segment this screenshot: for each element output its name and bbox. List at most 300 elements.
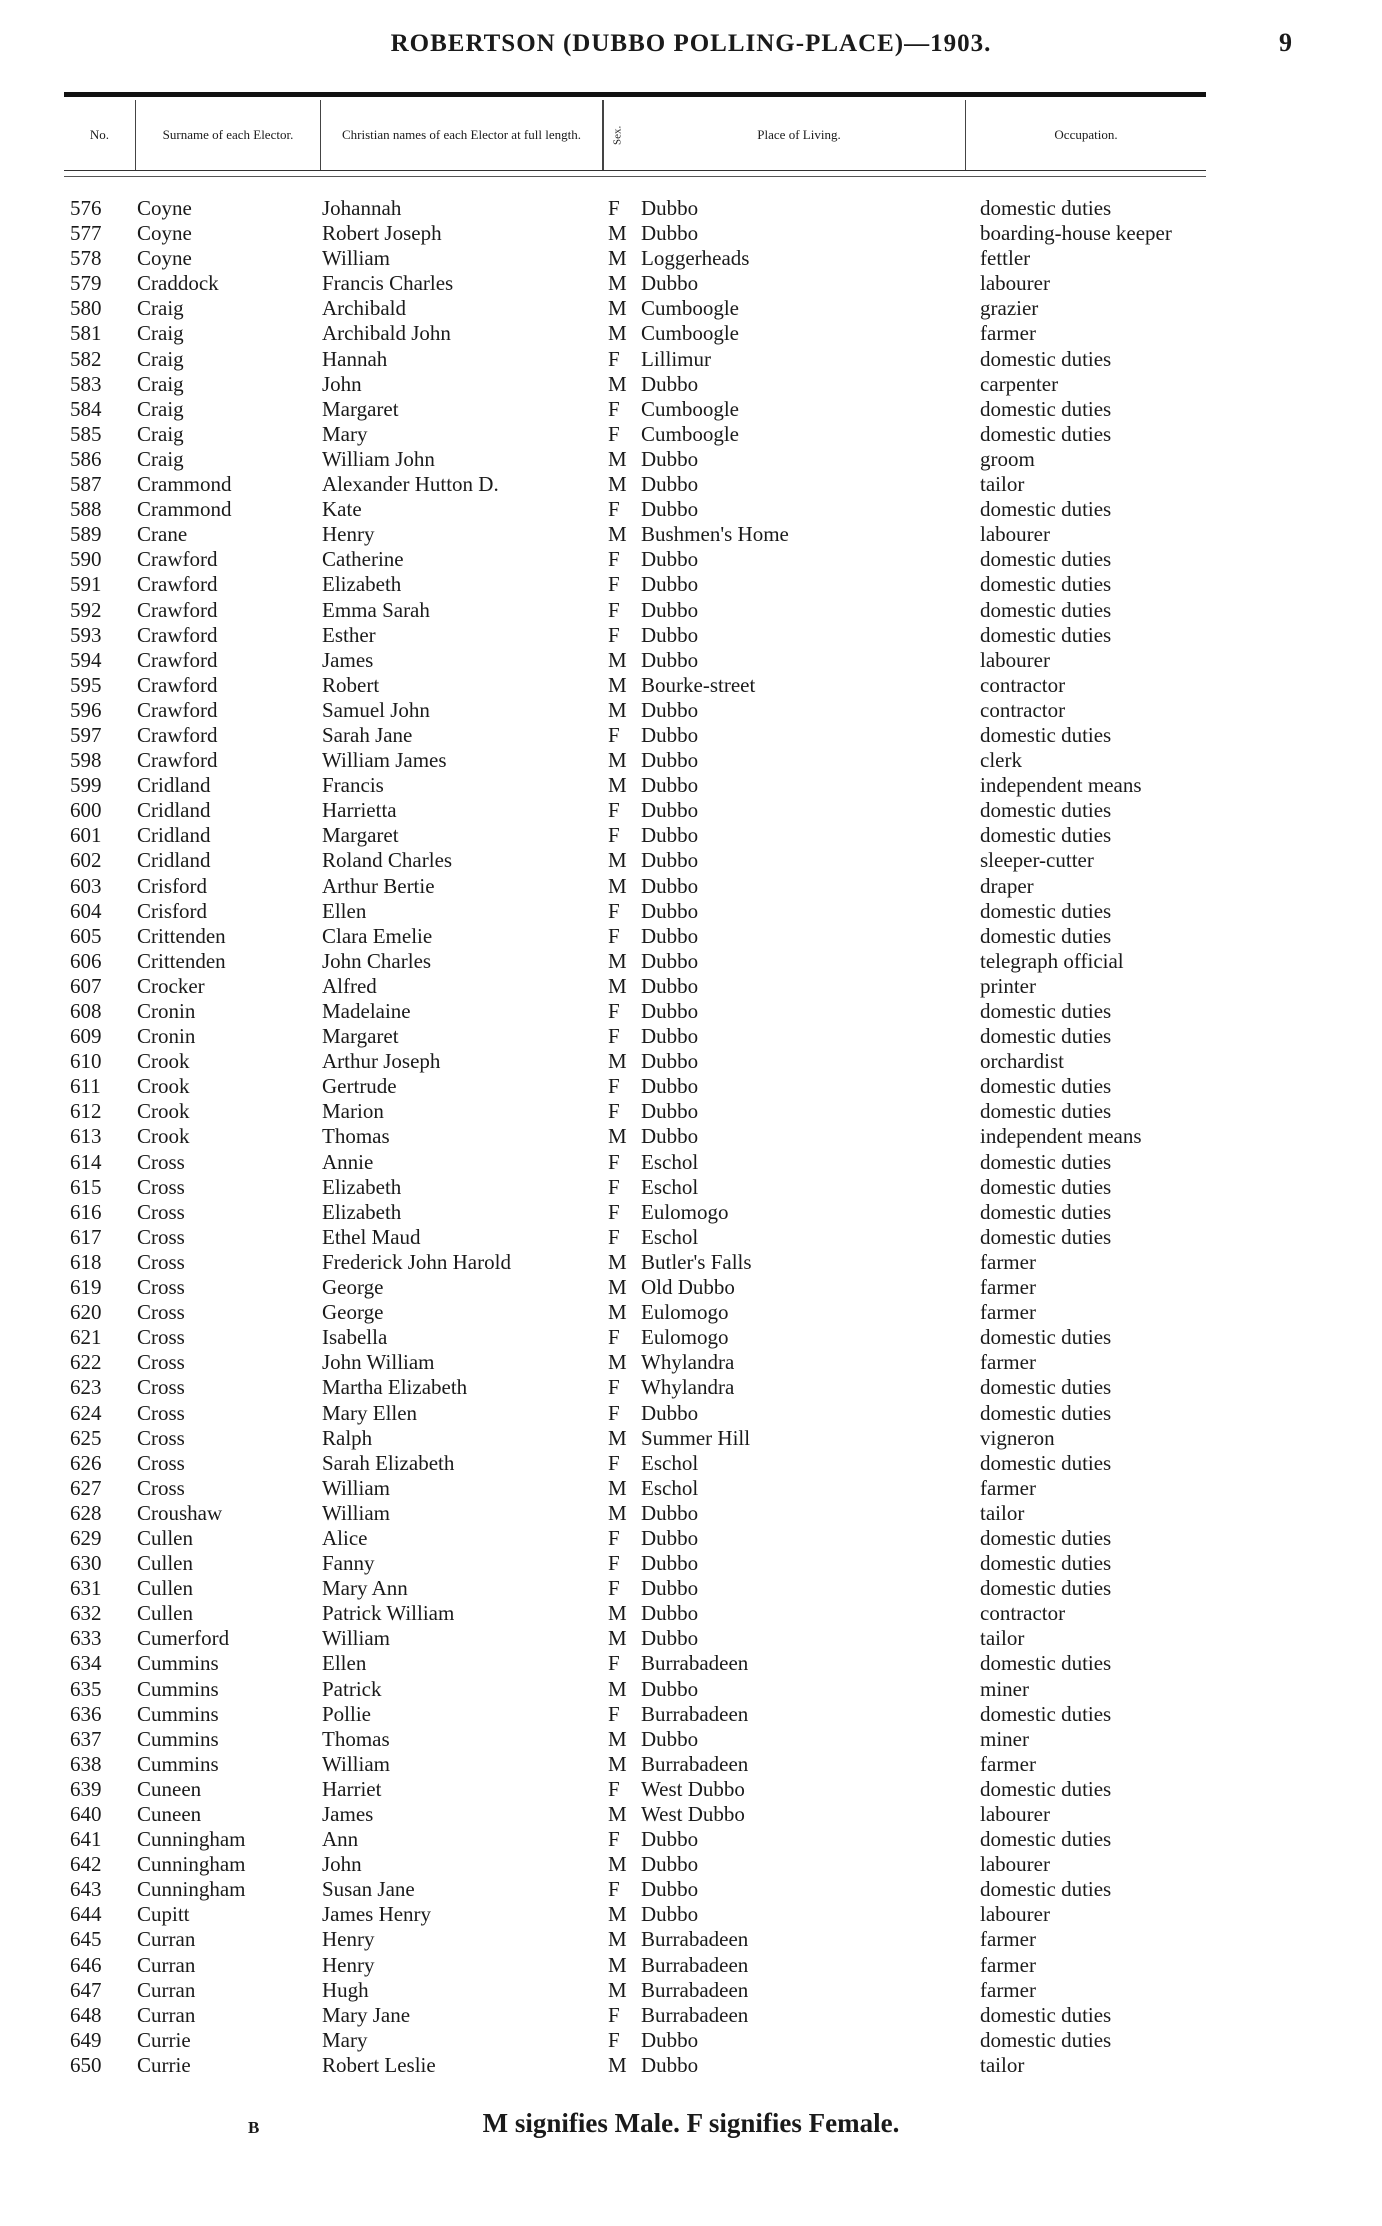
elector-sex: M	[608, 1049, 627, 1074]
elector-occupation: labourer	[980, 647, 1050, 672]
elector-sex: M	[608, 1300, 627, 1325]
elector-number: 621	[70, 1325, 102, 1350]
elector-sex: F	[608, 421, 620, 446]
elector-place-of-living: Burrabadeen	[641, 2002, 749, 2027]
elector-place-of-living: Dubbo	[641, 1124, 699, 1149]
elector-row	[0, 2028, 1382, 2053]
elector-sex: M	[608, 2052, 627, 2077]
elector-christian-names: Ellen	[322, 898, 367, 923]
elector-occupation: domestic duties	[980, 1450, 1112, 1475]
elector-sex: M	[608, 873, 627, 898]
elector-row	[0, 1325, 1382, 1350]
elector-surname: Cummins	[137, 1651, 219, 1676]
elector-christian-names: Arthur Joseph	[322, 1049, 441, 1074]
elector-sex: M	[608, 472, 627, 497]
elector-row	[0, 748, 1382, 773]
elector-sex: M	[608, 773, 627, 798]
elector-place-of-living: Dubbo	[641, 1525, 699, 1550]
elector-occupation: domestic duties	[980, 1877, 1112, 1902]
elector-sex: M	[608, 1475, 627, 1500]
elector-number: 593	[70, 622, 102, 647]
elector-place-of-living: Dubbo	[641, 873, 699, 898]
elector-row	[0, 773, 1382, 798]
elector-sex: M	[608, 1802, 627, 1826]
elector-occupation: domestic duties	[980, 1074, 1112, 1099]
elector-row	[0, 497, 1382, 522]
elector-place-of-living: Eschol	[641, 1224, 699, 1249]
elector-surname: Crawford	[137, 672, 218, 697]
elector-occupation: domestic duties	[980, 999, 1112, 1023]
elector-number: 632	[70, 1601, 102, 1626]
elector-surname: Crittenden	[137, 923, 226, 948]
elector-occupation: domestic duties	[980, 722, 1112, 747]
elector-christian-names: Francis	[322, 773, 384, 798]
elector-place-of-living: Dubbo	[641, 823, 699, 848]
elector-surname: Coyne	[137, 246, 192, 271]
elector-surname: Cullen	[137, 1551, 193, 1576]
elector-number: 604	[70, 898, 102, 923]
elector-occupation: farmer	[980, 1952, 1036, 1977]
elector-number: 578	[70, 246, 102, 271]
elector-surname: Cross	[137, 1224, 185, 1249]
elector-row	[0, 1953, 1382, 1978]
elector-surname: Crammond	[137, 497, 232, 522]
elector-number: 603	[70, 873, 102, 898]
elector-surname: Cross	[137, 1475, 185, 1500]
elector-surname: Cross	[137, 1199, 185, 1224]
elector-sex: M	[608, 1249, 627, 1274]
elector-surname: Crook	[137, 1049, 190, 1074]
elector-surname: Cronin	[137, 999, 196, 1023]
elector-christian-names: Robert Joseph	[322, 221, 442, 246]
elector-occupation: boarding-house keeper	[980, 221, 1172, 246]
elector-row	[0, 1350, 1382, 1375]
elector-christian-names: Roland Charles	[322, 848, 453, 873]
elector-occupation: independent means	[980, 773, 1142, 798]
elector-surname: Crittenden	[137, 948, 226, 973]
elector-number: 637	[70, 1726, 102, 1751]
elector-occupation: grazier	[980, 296, 1039, 321]
elector-occupation: domestic duties	[980, 2027, 1112, 2052]
elector-sex: M	[608, 271, 627, 296]
elector-row	[0, 899, 1382, 924]
elector-number: 610	[70, 1049, 102, 1074]
elector-christian-names: Robert	[322, 672, 380, 697]
elector-occupation: clerk	[980, 748, 1022, 773]
elector-row	[0, 347, 1382, 372]
elector-number: 615	[70, 1174, 102, 1199]
elector-surname: Cross	[137, 1425, 185, 1450]
elector-row	[0, 271, 1382, 296]
elector-place-of-living: Cumboogle	[641, 296, 739, 321]
elector-surname: Curran	[137, 1977, 196, 2002]
elector-place-of-living: Burrabadeen	[641, 1977, 749, 2002]
elector-sex: M	[608, 948, 627, 973]
elector-sex: F	[608, 1099, 620, 1124]
elector-sex: F	[608, 1149, 620, 1174]
elector-sex: F	[608, 1525, 620, 1550]
elector-surname: Crocker	[137, 973, 205, 998]
elector-christian-names: Hugh	[322, 1977, 369, 2002]
elector-place-of-living: West Dubbo	[641, 1802, 745, 1826]
elector-christian-names: William	[322, 1751, 390, 1776]
elector-occupation: printer	[980, 973, 1036, 998]
page-title: ROBERTSON (DUBBO POLLING-PLACE)—1903.	[390, 30, 992, 57]
elector-sex: M	[608, 1124, 627, 1149]
elector-place-of-living: Lillimur	[641, 346, 711, 371]
elector-christian-names: Francis Charles	[322, 271, 454, 296]
elector-occupation: tailor	[980, 1626, 1025, 1651]
elector-occupation: vigneron	[980, 1425, 1055, 1450]
elector-surname: Crawford	[137, 547, 218, 572]
elector-occupation: domestic duties	[980, 1024, 1112, 1049]
elector-occupation: labourer	[980, 522, 1050, 547]
elector-surname: Cummins	[137, 1676, 219, 1701]
elector-occupation: orchardist	[980, 1049, 1064, 1074]
elector-sex: F	[608, 196, 620, 220]
elector-sex: F	[608, 1224, 620, 1249]
elector-christian-names: John	[322, 1852, 362, 1877]
elector-row	[0, 1300, 1382, 1325]
elector-row	[0, 1225, 1382, 1250]
elector-occupation: carpenter	[980, 371, 1059, 396]
elector-place-of-living: Dubbo	[641, 773, 699, 798]
elector-occupation: farmer	[980, 1275, 1036, 1300]
elector-place-of-living: Dubbo	[641, 371, 699, 396]
elector-sex: M	[608, 973, 627, 998]
elector-surname: Cross	[137, 1350, 185, 1375]
elector-number: 633	[70, 1626, 102, 1651]
elector-sex: M	[608, 371, 627, 396]
elector-list	[0, 196, 1382, 2078]
elector-surname: Cross	[137, 1450, 185, 1475]
elector-row	[0, 1702, 1382, 1727]
elector-number: 577	[70, 221, 102, 246]
elector-place-of-living: Eschol	[641, 1450, 699, 1475]
elector-surname: Crawford	[137, 748, 218, 773]
elector-christian-names: Clara Emelie	[322, 923, 433, 948]
elector-christian-names: Margaret	[322, 823, 399, 848]
elector-surname: Craig	[137, 371, 184, 396]
elector-christian-names: Kate	[322, 497, 362, 522]
elector-number: 614	[70, 1149, 102, 1174]
elector-christian-names: Thomas	[322, 1124, 390, 1149]
elector-christian-names: George	[322, 1275, 384, 1300]
elector-surname: Cunningham	[137, 1877, 246, 1902]
elector-sex: F	[608, 1400, 620, 1425]
elector-occupation: tailor	[980, 1500, 1025, 1525]
elector-surname: Cross	[137, 1249, 185, 1274]
elector-number: 647	[70, 1977, 102, 2002]
elector-sex: M	[608, 848, 627, 873]
elector-surname: Cumerford	[137, 1626, 230, 1651]
elector-sex: M	[608, 296, 627, 321]
elector-number: 596	[70, 697, 102, 722]
elector-number: 639	[70, 1776, 102, 1801]
elector-number: 640	[70, 1802, 102, 1826]
elector-sex: M	[608, 221, 627, 246]
elector-surname: Crawford	[137, 722, 218, 747]
elector-row	[0, 1852, 1382, 1877]
elector-occupation: domestic duties	[980, 898, 1112, 923]
elector-sex: F	[608, 1174, 620, 1199]
elector-christian-names: Ethel Maud	[322, 1224, 421, 1249]
col-header-occupation: Occupation.	[1054, 127, 1118, 143]
elector-place-of-living: Dubbo	[641, 973, 699, 998]
elector-row	[0, 798, 1382, 823]
elector-number: 644	[70, 1902, 102, 1927]
elector-surname: Cullen	[137, 1576, 193, 1601]
elector-row	[0, 547, 1382, 572]
elector-surname: Craig	[137, 421, 184, 446]
elector-row	[0, 1877, 1382, 1902]
elector-occupation: domestic duties	[980, 1325, 1112, 1350]
elector-christian-names: Harrietta	[322, 798, 397, 823]
elector-row	[0, 874, 1382, 899]
elector-number: 638	[70, 1751, 102, 1776]
elector-occupation: domestic duties	[980, 1651, 1112, 1676]
elector-number: 612	[70, 1099, 102, 1124]
elector-surname: Crawford	[137, 697, 218, 722]
elector-christian-names: Patrick William	[322, 1601, 455, 1626]
elector-number: 579	[70, 271, 102, 296]
elector-sex: M	[608, 246, 627, 271]
elector-christian-names: Alexander Hutton D.	[322, 472, 499, 497]
elector-number: 645	[70, 1927, 102, 1952]
elector-number: 598	[70, 748, 102, 773]
elector-number: 635	[70, 1676, 102, 1701]
elector-place-of-living: Dubbo	[641, 1676, 699, 1701]
elector-christian-names: James	[322, 1802, 374, 1826]
elector-occupation: domestic duties	[980, 597, 1112, 622]
elector-row	[0, 372, 1382, 397]
elector-sex: M	[608, 522, 627, 547]
elector-sex: M	[608, 1902, 627, 1927]
elector-occupation: labourer	[980, 1852, 1050, 1877]
elector-occupation: farmer	[980, 1249, 1036, 1274]
elector-sex: M	[608, 1500, 627, 1525]
elector-place-of-living: Dubbo	[641, 1827, 699, 1852]
elector-christian-names: Robert Leslie	[322, 2052, 436, 2077]
elector-sex: F	[608, 898, 620, 923]
elector-row	[0, 522, 1382, 547]
elector-sex: M	[608, 697, 627, 722]
elector-row	[0, 698, 1382, 723]
elector-occupation: labourer	[980, 1802, 1050, 1826]
col-header-place: Place of Living.	[633, 100, 966, 170]
elector-place-of-living: Dubbo	[641, 497, 699, 522]
elector-christian-names: Hannah	[322, 346, 388, 371]
elector-row	[0, 1576, 1382, 1601]
elector-sex: M	[608, 1927, 627, 1952]
elector-row	[0, 246, 1382, 271]
elector-sex: F	[608, 1827, 620, 1852]
elector-number: 587	[70, 472, 102, 497]
elector-number: 636	[70, 1701, 102, 1726]
elector-sex: M	[608, 1601, 627, 1626]
elector-row	[0, 723, 1382, 748]
elector-occupation: farmer	[980, 1751, 1036, 1776]
elector-occupation: domestic duties	[980, 1576, 1112, 1601]
elector-christian-names: Mary Ellen	[322, 1400, 418, 1425]
elector-row	[0, 1250, 1382, 1275]
elector-sex: F	[608, 1701, 620, 1726]
header-bottom-rule	[64, 176, 1206, 177]
elector-christian-names: Elizabeth	[322, 572, 402, 597]
elector-row	[0, 1275, 1382, 1300]
elector-occupation: domestic duties	[980, 823, 1112, 848]
elector-row	[0, 924, 1382, 949]
elector-place-of-living: Eschol	[641, 1149, 699, 1174]
elector-row	[0, 221, 1382, 246]
elector-christian-names: Johannah	[322, 196, 402, 220]
elector-place-of-living: Dubbo	[641, 221, 699, 246]
elector-place-of-living: Cumboogle	[641, 421, 739, 446]
elector-sex: M	[608, 1952, 627, 1977]
elector-place-of-living: Dubbo	[641, 2027, 699, 2052]
elector-place-of-living: Dubbo	[641, 898, 699, 923]
elector-sex: F	[608, 1776, 620, 1801]
elector-surname: Craig	[137, 321, 184, 346]
elector-place-of-living: Dubbo	[641, 1049, 699, 1074]
elector-number: 626	[70, 1450, 102, 1475]
elector-surname: Cridland	[137, 848, 211, 873]
elector-sex: F	[608, 999, 620, 1023]
elector-occupation: farmer	[980, 1927, 1036, 1952]
elector-occupation: labourer	[980, 1902, 1050, 1927]
col-header-no: No.	[64, 100, 136, 170]
elector-number: 602	[70, 848, 102, 873]
elector-number: 623	[70, 1375, 102, 1400]
elector-surname: Curran	[137, 1927, 196, 1952]
elector-row	[0, 1375, 1382, 1400]
elector-place-of-living: Dubbo	[641, 848, 699, 873]
elector-occupation: contractor	[980, 1601, 1066, 1626]
elector-christian-names: William John	[322, 446, 435, 471]
elector-row	[0, 397, 1382, 422]
elector-surname: Cridland	[137, 773, 211, 798]
elector-number: 600	[70, 798, 102, 823]
elector-place-of-living: Dubbo	[641, 547, 699, 572]
elector-surname: Cross	[137, 1400, 185, 1425]
elector-place-of-living: Whylandra	[641, 1350, 735, 1375]
elector-sex: F	[608, 1450, 620, 1475]
elector-number: 628	[70, 1500, 102, 1525]
elector-sex: F	[608, 823, 620, 848]
elector-occupation: sleeper-cutter	[980, 848, 1094, 873]
elector-sex: M	[608, 446, 627, 471]
elector-row	[0, 1150, 1382, 1175]
elector-number: 594	[70, 647, 102, 672]
elector-place-of-living: Dubbo	[641, 572, 699, 597]
elector-place-of-living: Dubbo	[641, 999, 699, 1023]
elector-number: 595	[70, 672, 102, 697]
elector-row	[0, 1902, 1382, 1927]
elector-number: 609	[70, 1024, 102, 1049]
elector-number: 634	[70, 1651, 102, 1676]
elector-christian-names: Archibald	[322, 296, 406, 321]
elector-occupation: draper	[980, 873, 1034, 898]
elector-number: 646	[70, 1952, 102, 1977]
elector-number: 599	[70, 773, 102, 798]
elector-row	[0, 1476, 1382, 1501]
elector-surname: Cronin	[137, 1024, 196, 1049]
elector-row	[0, 1626, 1382, 1651]
elector-christian-names: Sarah Jane	[322, 722, 413, 747]
elector-surname: Croushaw	[137, 1500, 223, 1525]
elector-surname: Crammond	[137, 472, 232, 497]
elector-row	[0, 1777, 1382, 1802]
elector-christian-names: Fanny	[322, 1551, 375, 1576]
elector-number: 624	[70, 1400, 102, 1425]
elector-number: 613	[70, 1124, 102, 1149]
elector-number: 611	[70, 1074, 101, 1099]
elector-surname: Craig	[137, 396, 184, 421]
sex-legend: M signifies Male. F signifies Female.	[482, 2108, 900, 2138]
elector-sex: F	[608, 547, 620, 572]
elector-place-of-living: Dubbo	[641, 1852, 699, 1877]
elector-surname: Cuneen	[137, 1776, 202, 1801]
elector-place-of-living: Dubbo	[641, 1400, 699, 1425]
elector-place-of-living: Cumboogle	[641, 321, 739, 346]
elector-christian-names: William	[322, 246, 390, 271]
elector-christian-names: Henry	[322, 522, 375, 547]
elector-number: 582	[70, 346, 102, 371]
elector-occupation: domestic duties	[980, 1199, 1112, 1224]
page-number: 9	[1279, 28, 1292, 57]
elector-surname: Cunningham	[137, 1852, 246, 1877]
elector-row	[0, 823, 1382, 848]
elector-place-of-living: Dubbo	[641, 923, 699, 948]
elector-surname: Cuneen	[137, 1802, 202, 1826]
elector-sex: F	[608, 1375, 620, 1400]
elector-place-of-living: Dubbo	[641, 1601, 699, 1626]
elector-place-of-living: Dubbo	[641, 1024, 699, 1049]
elector-occupation: domestic duties	[980, 196, 1112, 220]
elector-surname: Crisford	[137, 898, 207, 923]
elector-place-of-living: Dubbo	[641, 1074, 699, 1099]
elector-surname: Cross	[137, 1149, 185, 1174]
elector-sex: F	[608, 923, 620, 948]
elector-sex: F	[608, 1199, 620, 1224]
elector-occupation: domestic duties	[980, 1551, 1112, 1576]
elector-christian-names: Elizabeth	[322, 1199, 402, 1224]
elector-number: 643	[70, 1877, 102, 1902]
elector-place-of-living: Old Dubbo	[641, 1275, 735, 1300]
elector-place-of-living: Eulomogo	[641, 1325, 729, 1350]
elector-surname: Cridland	[137, 823, 211, 848]
elector-place-of-living: Dubbo	[641, 1099, 699, 1124]
elector-sex: F	[608, 722, 620, 747]
elector-place-of-living: Dubbo	[641, 697, 699, 722]
elector-surname: Craig	[137, 346, 184, 371]
elector-number: 649	[70, 2027, 102, 2052]
elector-number: 590	[70, 547, 102, 572]
elector-surname: Cupitt	[137, 1902, 190, 1927]
elector-row	[0, 447, 1382, 472]
elector-christian-names: Pollie	[322, 1701, 372, 1726]
elector-sex: F	[608, 798, 620, 823]
elector-christian-names: John William	[322, 1350, 435, 1375]
elector-surname: Cullen	[137, 1525, 193, 1550]
elector-row	[0, 648, 1382, 673]
elector-number: 585	[70, 421, 102, 446]
elector-number: 583	[70, 371, 102, 396]
elector-sex: F	[608, 1074, 620, 1099]
elector-occupation: domestic duties	[980, 2002, 1112, 2027]
elector-occupation: domestic duties	[980, 396, 1112, 421]
elector-row	[0, 1651, 1382, 1676]
